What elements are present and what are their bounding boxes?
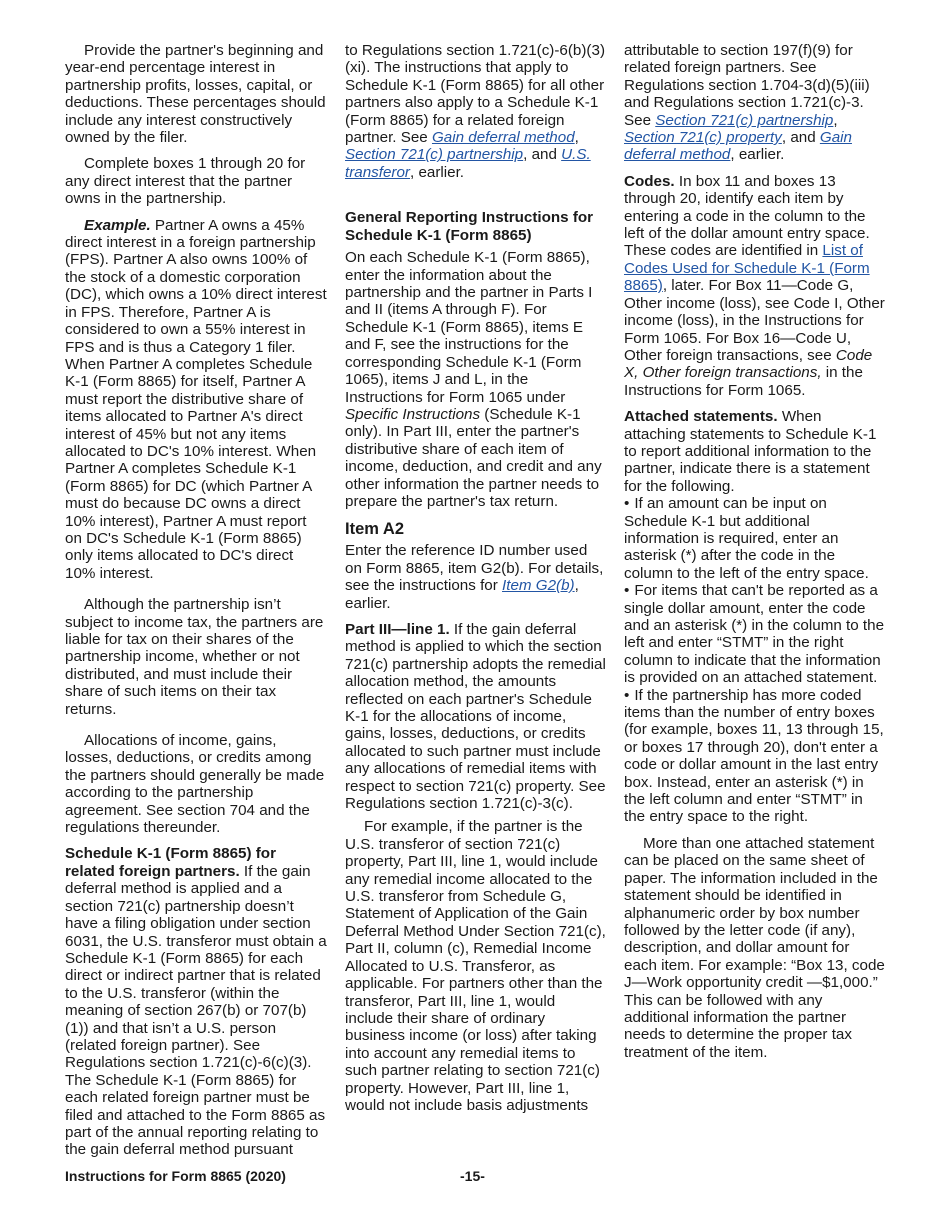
example-lead: Example. — [84, 216, 151, 234]
codes-text-c: in the Instructions for Form 1065. — [624, 364, 863, 399]
continuation-end: , earlier. — [410, 163, 465, 181]
continuation-text: attributable to section 197(f)(9) for related foreign partners. See Regulations section 1.704-3(d)(5)(iii) and Regulations section 1.721(c)-3. See — [624, 42, 870, 129]
codes-text-b: , later. For Box 11—Code G, Other income (loss), see Code I, Other income (loss), in the Instructions for Form 1065. For Box 16—Code U, Other foreign transactions, see — [624, 277, 885, 364]
allocations-paragraph: Allocations of income, gains, losses, deductions, or credits among the partners should generally be made according to the partnership agreement. See section 704 and the regulations thereunder. — [65, 732, 325, 837]
part3-line1-body: If the gain deferral method is applied to which the section 721(c) partnership adopts the remedial allocation method, the amounts reflected on each partner's Schedule K-1 for the allocations of income, gains, losses, deductions, or credits allocated to such partner must include any allocations of remedial items with respect to section 721(c) property. See Regulations section 1.721(c)-3(c). — [345, 620, 606, 813]
codes-text-a: In box 11 and boxes 13 through 20, identify each item by entering a code in the column to the left of the dollar amount entry space. These codes are identified in — [624, 172, 870, 260]
continuation-end: , earlier. — [730, 146, 785, 164]
column-middle — [345, 42, 607, 1123]
section-721c-partnership-link[interactable]: Section 721(c) partnership — [345, 146, 524, 164]
gain-deferral-method-link[interactable]: Gain deferral method — [624, 129, 852, 164]
bullet-item: • For items that can't be reported as a single dollar amount, enter the code and an asterisk (*) in the column to the left and enter “STMT” in the right column to indicate that the information is provided on an attached statement. — [624, 582, 886, 686]
partnership-tax-paragraph: Although the partnership isn’t subject to income tax, the partners are liable for tax on their shares of the partnership income, whether or not distributed, and must include their share of such items on their tax returns. — [65, 596, 324, 718]
related-foreign-partners-paragraph — [65, 845, 327, 1158]
example-paragraph — [65, 217, 327, 583]
codes-paragraph — [624, 173, 886, 399]
attached-statements-body: When attaching statements to Schedule K-1 to report additional information to the partner, indicate there is a statement for the following. — [624, 408, 877, 495]
continuation-text: to Regulations section 1.721(c)-6(b)(3)(xi). The instructions that apply to Schedule K-1 (Form 8865) for all other partners also apply to a Schedule K-1 (Form 8865) for a related foreign partner. See — [345, 42, 605, 147]
footer-title: Instructions for Form 8865 (2020) — [65, 1168, 286, 1184]
column-right — [624, 42, 886, 1070]
separator: , — [574, 129, 579, 147]
gain-deferral-method-link[interactable]: Gain deferral method — [431, 129, 575, 147]
section-721c-partnership-link[interactable]: Section 721(c) partnership — [655, 111, 834, 129]
separator: , — [833, 111, 838, 129]
bullet-item: • If an amount can be input on Schedule K-1 but additional information is required, enter an asterisk (*) after the code in the column to the left of the entry space. — [624, 495, 886, 582]
separator: , and — [781, 129, 820, 147]
separator: , and — [523, 146, 562, 164]
continuation-paragraph — [624, 42, 886, 164]
part3-line1-paragraph — [345, 621, 607, 812]
codes-lead: Codes. — [624, 172, 675, 190]
item-a2-heading: Item A2 — [345, 520, 404, 539]
general-reporting-paragraph — [345, 249, 607, 510]
multiple-statements-paragraph: More than one attached statement can be placed on the same sheet of paper. The information included in the statement should be identified in alphanumeric order by box number followed by the letter code (if any), description, and dollar amount for each item. For example: “Box 13, code J—Work opportunity credit —$1,000.” This can be followed with any additional information the partner needs to determine the proper tax treatment of the item. — [624, 834, 885, 1061]
item-a2-text: Enter the reference ID number used on Form 8865, item G2(b). For details, see the instructions for — [345, 542, 604, 595]
bullet-item: • If the partnership has more coded items than the number of entry boxes (for example, boxes 11, 13 through 15, or boxes 17 through 20), don't enter a code or dollar amount in the last entry box. Instead, enter an asterisk (*) in the left column and enter “STMT” in the entry space to the right. — [624, 687, 886, 826]
general-reporting-heading: General Reporting Instructions for Schedule K-1 (Form 8865) — [345, 209, 594, 245]
general-text-b: (Schedule K-1 only). In Part III, enter the partner's distributive share of each item of income, deduction, and credit and any other information the partner needs to prepare the partner's tax return. — [345, 405, 602, 510]
codes-list-link[interactable]: List of Codes Used for Schedule K-1 (Form 8865) — [624, 242, 870, 295]
continuation-paragraph — [345, 42, 607, 181]
codes-italic-text: Code X, Other foreign transactions, — [624, 346, 873, 382]
related-foreign-partners-body: If the gain deferral method is applied and a section 721(c) partnership doesn’t have a filing obligation under section 6031, the U.S. transferor must obtain a Schedule K-1 (Form 8865) for each direct or indirect partner that is related to the U.S. transferor (within the meaning of section 267(b) or 707(b)(1)) and that isn’t a U.S. person (related foreign partner). See Regulations section 1.721(c)-6(c)(3). The Schedule K-1 (Form 8865) for each related foreign partner must be filed and attached to the Form 8865 as part of the annual reporting relating to the gain deferral method pursuant — [65, 862, 327, 1159]
boxes-paragraph: Complete boxes 1 through 20 for any direct interest that the partner owns in the partnership. — [65, 155, 306, 208]
general-text-a: On each Schedule K-1 (Form 8865), enter the information about the partnership and the partner in Parts I and II (items A through F). For Schedule K-1 (Form 8865), items E and F, see the instructions for the corresponding Schedule K-1 (Form 1065), items J and L, in the Instructions for Form 1065 under — [345, 249, 593, 406]
partner-percentage-paragraph: Provide the partner's beginning and year-end percentage interest in partnership profits, losses, capital, or deductions. These percentages should include any interest constructively owned by the filer. — [65, 42, 326, 147]
attached-statements-paragraph — [624, 408, 886, 495]
example-transferor-paragraph: For example, if the partner is the U.S. transferor of section 721(c) property, Part III, line 1, would include any remedial income allocated to the U.S. transferor from Schedule G, Statement of Application of the Gain Deferral Method Under Section 721(c), Part II, column (c), Remedial Income Allocated to U.S. Transferor, as applicable. For partners other than the transferor, Part III, line 1, would include their share of ordinary business income (or loss) after taking into account any remedial items to such partner relating to section 721(c) property. However, Part III, line 1, would not include basis adjustments — [345, 818, 606, 1114]
item-g2b-link[interactable]: Item G2(b) — [502, 577, 575, 595]
specific-instructions-text: Specific Instructions — [345, 405, 481, 423]
attached-statements-lead: Attached statements. — [624, 408, 778, 426]
section-721c-property-link[interactable]: Section 721(c) property — [624, 129, 782, 147]
example-body: Partner A owns a 45% direct interest in a foreign partnership (FPS). Partner A also owns 100% of the stock of a domestic corporation (DC), which owns a 10% direct interest in FPS. Therefore, Partner A is considered to own a 55% interest in FPS and is thus a Category 1 filer. When Partner A completes Schedule K-1 (Form 8865) for itself, Partner A must report the distributive share of items allocated to Partner A's direct interest of 45% but not any items allocated to DC's 10% interest. When Partner A completes Schedule K-1 (Form 8865) for DC (which Partner A must do because DC owns a direct 10% interest), Partner A must report on DC's Schedule K-1 (Form 8865) only items allocated to DC's direct 10% interest. — [65, 216, 327, 582]
item-a2-paragraph — [345, 542, 607, 612]
item-a2-end: , earlier. — [345, 577, 579, 612]
column-left — [65, 42, 327, 1168]
page-number: -15- — [460, 1168, 485, 1184]
part3-line1-lead: Part III—line 1. — [345, 620, 450, 638]
related-foreign-partners-lead: Schedule K-1 (Form 8865) for related foreign partners. — [65, 845, 276, 880]
us-transferor-link[interactable]: U.S. transferor — [345, 146, 591, 181]
